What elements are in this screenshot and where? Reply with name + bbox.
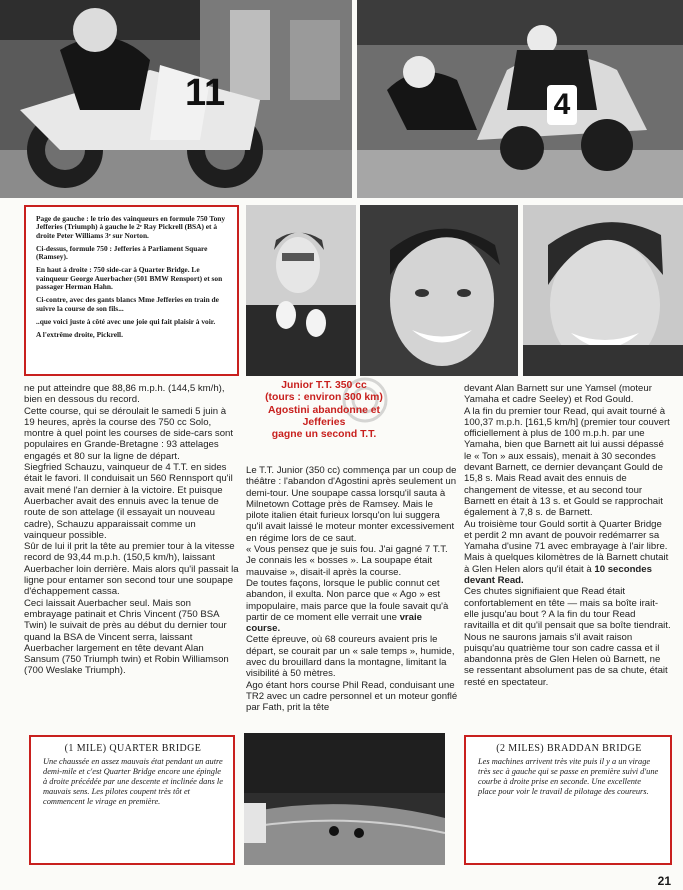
paragraph: ne put atteindre que 88,86 m.p.h. (144,5 km/h), bien en dessous du record. xyxy=(24,383,225,406)
paragraph-text: Au troisième tour Gould sortit à Quarter Bridge et perdit 2 mn avant de pouvoir redémarrer sa Yamaha d'usine 71 avec embrayage à l'air libre. Mais à quelques kilomètres de là Barnett chutait à Glen Helen alors qu'il était à xyxy=(464,518,669,575)
headline-line: gagne un second T.T. xyxy=(271,429,377,441)
photo-jefferies xyxy=(360,205,518,376)
paragraph: « Vous pensez que je suis fou. J'ai gagné 7 T.T. Je connais les « bosses ». La soupape était mauvaise », disait-il après la course. xyxy=(246,544,448,578)
paragraph xyxy=(464,519,672,587)
caption-line: ..que voici juste à côté avec une joie qui fait plaisir à voir. xyxy=(36,316,216,326)
paragraph: Ago étant hors course Phil Read, conduisant une TR2 avec un cadre personnel et un moteur gonflé par Fath, prit la tête xyxy=(246,679,458,714)
headline-line: Agostini abandonne et Jefferies xyxy=(268,404,380,428)
paragraph-text: De toutes façons, lorsque le public connut cet abandon, il exulta. Non parce que « Ago » est impopulaire, mais parce que la foule savait qu'à partir de ce moment elle verrait une xyxy=(246,577,449,623)
caption-line: Ci-contre, avec des gants blancs Mme Jefferies en train de suivre la course de son fils... xyxy=(36,295,219,313)
photo-mme-jefferies xyxy=(246,205,356,376)
bike-number: 11 xyxy=(185,72,226,114)
paragraph: Nous ne saurons jamais s'il avait raison puisqu'au quatrième tour son cadre cassa et il abandonna près de Glen Helen où Barnett, ne se ressentant absolument pas de sa chute, était resté en spectateur. xyxy=(464,631,668,688)
paragraph: devant Alan Barnett sur une Yamsel (moteur Yamaha et cadre Seeley) et Rod Gould. xyxy=(464,383,652,406)
photo-pickrell xyxy=(523,205,683,376)
paragraph: Cette course, qui se déroulait le samedi 5 juin à 19 heures, après la course des 750 cc Solo, montre à quel point les courses de side-cars sont populaires en Grande-Bretagne : 93 attelages engagés et 80 sur la ligne de départ. xyxy=(24,405,234,462)
photo-circuit xyxy=(244,733,445,865)
photo-caption-box xyxy=(24,205,239,376)
article-column-3 xyxy=(464,383,672,688)
article-headline xyxy=(260,380,388,441)
emphasis-text: 10 secondes devant Read. xyxy=(464,563,652,587)
quarter-bridge-box xyxy=(29,735,235,865)
caption-line: En haut à droite : 750 side-car à Quarter Bridge. Le vainqueur George Auerbacher (501 BMW Rensport) et son passager Herman Hahn. xyxy=(36,265,223,292)
sidecar-number: 4 xyxy=(547,85,577,125)
box-text: Une chaussée en assez mauvais état pendant un autre demi-mile et c'est Quarter Bridge encore une épingle à droite précédée par une descente et inclinée dans le mauvais sens. Les pilotes coupent très tôt et commencent le virage en première. xyxy=(43,757,223,806)
caption-line: Page de gauche : le trio des vainqueurs en formule 750 Tony Jefferies (Triumph) à gauche le 2ᵉ Ray Pickrell (BSA) et à droite Peter Williams 3ᵉ sur Norton. xyxy=(36,214,226,240)
paragraph: Siegfried Schauzu, vainqueur de 4 T.T. en sides était le favori. Il conduisait un 560 Rennsport qu'il avait mené l'an dernier à la victoire. Et puisque Auerbacher avait des ennuis avec la tenue de route de son attelage (il essayait un nouveau cadre), Schauzu apparaissait comme un vainqueur possible. xyxy=(24,462,233,541)
caption-line: Ci-dessus, formule 750 : Jefferies à Parliament Square (Ramsey). xyxy=(36,243,208,262)
paragraph: Ces chutes signifiaient que Read était confortablement en tête — mais sa boîte irait-elle jusqu'au bout ? A la fin du tour Read ravitailla et dit qu'il pensait que sa boîte tiendrait. xyxy=(464,586,671,632)
paragraph: Ceci laissait Auerbacher seul. Mais son embrayage patinait et Chris Vincent (750 BSA Twin) le suivait de près au début du dernier tour quand la BSA de Vincent serra, laissant Auerbacher largement en tête devant Alan Sansum (750 Triumph twin) et Robin Williamson (700 Weslake Triumph). xyxy=(24,597,229,677)
paragraph: Le T.T. Junior (350 cc) commença par un coup de théâtre : l'abandon d'Agostini après seulement un demi-tour. Une soupape cassa lorsqu'il sauta à Milnetown Cottage près de Ramsey. Mais le pilote italien était furieux lorsqu'on lui suggera qu'il avait laissé le moteur monter excessivement en régime lors de ce saut. xyxy=(246,465,457,544)
photo-sidecar xyxy=(357,0,683,198)
headline-line: (tours : environ 300 km) xyxy=(265,392,383,404)
caption-line: A l'extrême droite, Pickrell. xyxy=(36,330,123,340)
emphasis-text: vraie course. xyxy=(246,611,422,635)
paragraph: A la fin du premier tour Read, qui avait tourné à 100,37 m.p.h. [161,5 km/h] (premier tour couvert officiellement à plus de 100 m.p.h. par une Yamaha, bien que Barnett ait lui aussi dépassé le « Ton » aux essais), menait à 30 secondes devant Barnett, ce dernier devançant Gould de 15,8 s. Mais Read avait des ennuis de changement de vitesse, et au second tour Barnett en était à 13 s. et Gould se rapprochait également à 7,8 s. de Barnett. xyxy=(464,405,670,519)
headline-line: Junior T.T. 350 cc xyxy=(281,380,367,391)
paragraph: Sûr de lui il prit la tête au premier tour à la vitesse record de 93,44 m.p.h. (150,5 km/h), laissant Auerbacher loin derrière. Mais alors qu'il passait la ligne pour entamer son second tour une soupape d'échappement cassa. xyxy=(24,541,239,598)
page-number: 21 xyxy=(657,874,671,888)
paragraph: Cette épreuve, où 68 coureurs avaient pris le départ, se courait par un « sale temps », humide, avec du brouillard dans la montagne, limitant la visibilité à 50 mètres. xyxy=(246,634,455,680)
article-column-2 xyxy=(246,465,458,714)
paragraph xyxy=(246,578,458,634)
box-title: (2 MILES) BRADDAN BRIDGE xyxy=(496,743,642,754)
box-text: Les machines arrivent très vite puis il y a un virage très sec à gauche qui se passe en première suivi d'une courbe à droite prise en seconde. Une excellente place pour voir le travail de pilotage des coureurs. xyxy=(478,757,659,796)
braddan-bridge-box xyxy=(464,735,672,865)
photo-solo-rider xyxy=(0,0,352,198)
article-column-1 xyxy=(24,383,239,677)
box-title: (1 MILE) QUARTER BRIDGE xyxy=(64,743,202,754)
